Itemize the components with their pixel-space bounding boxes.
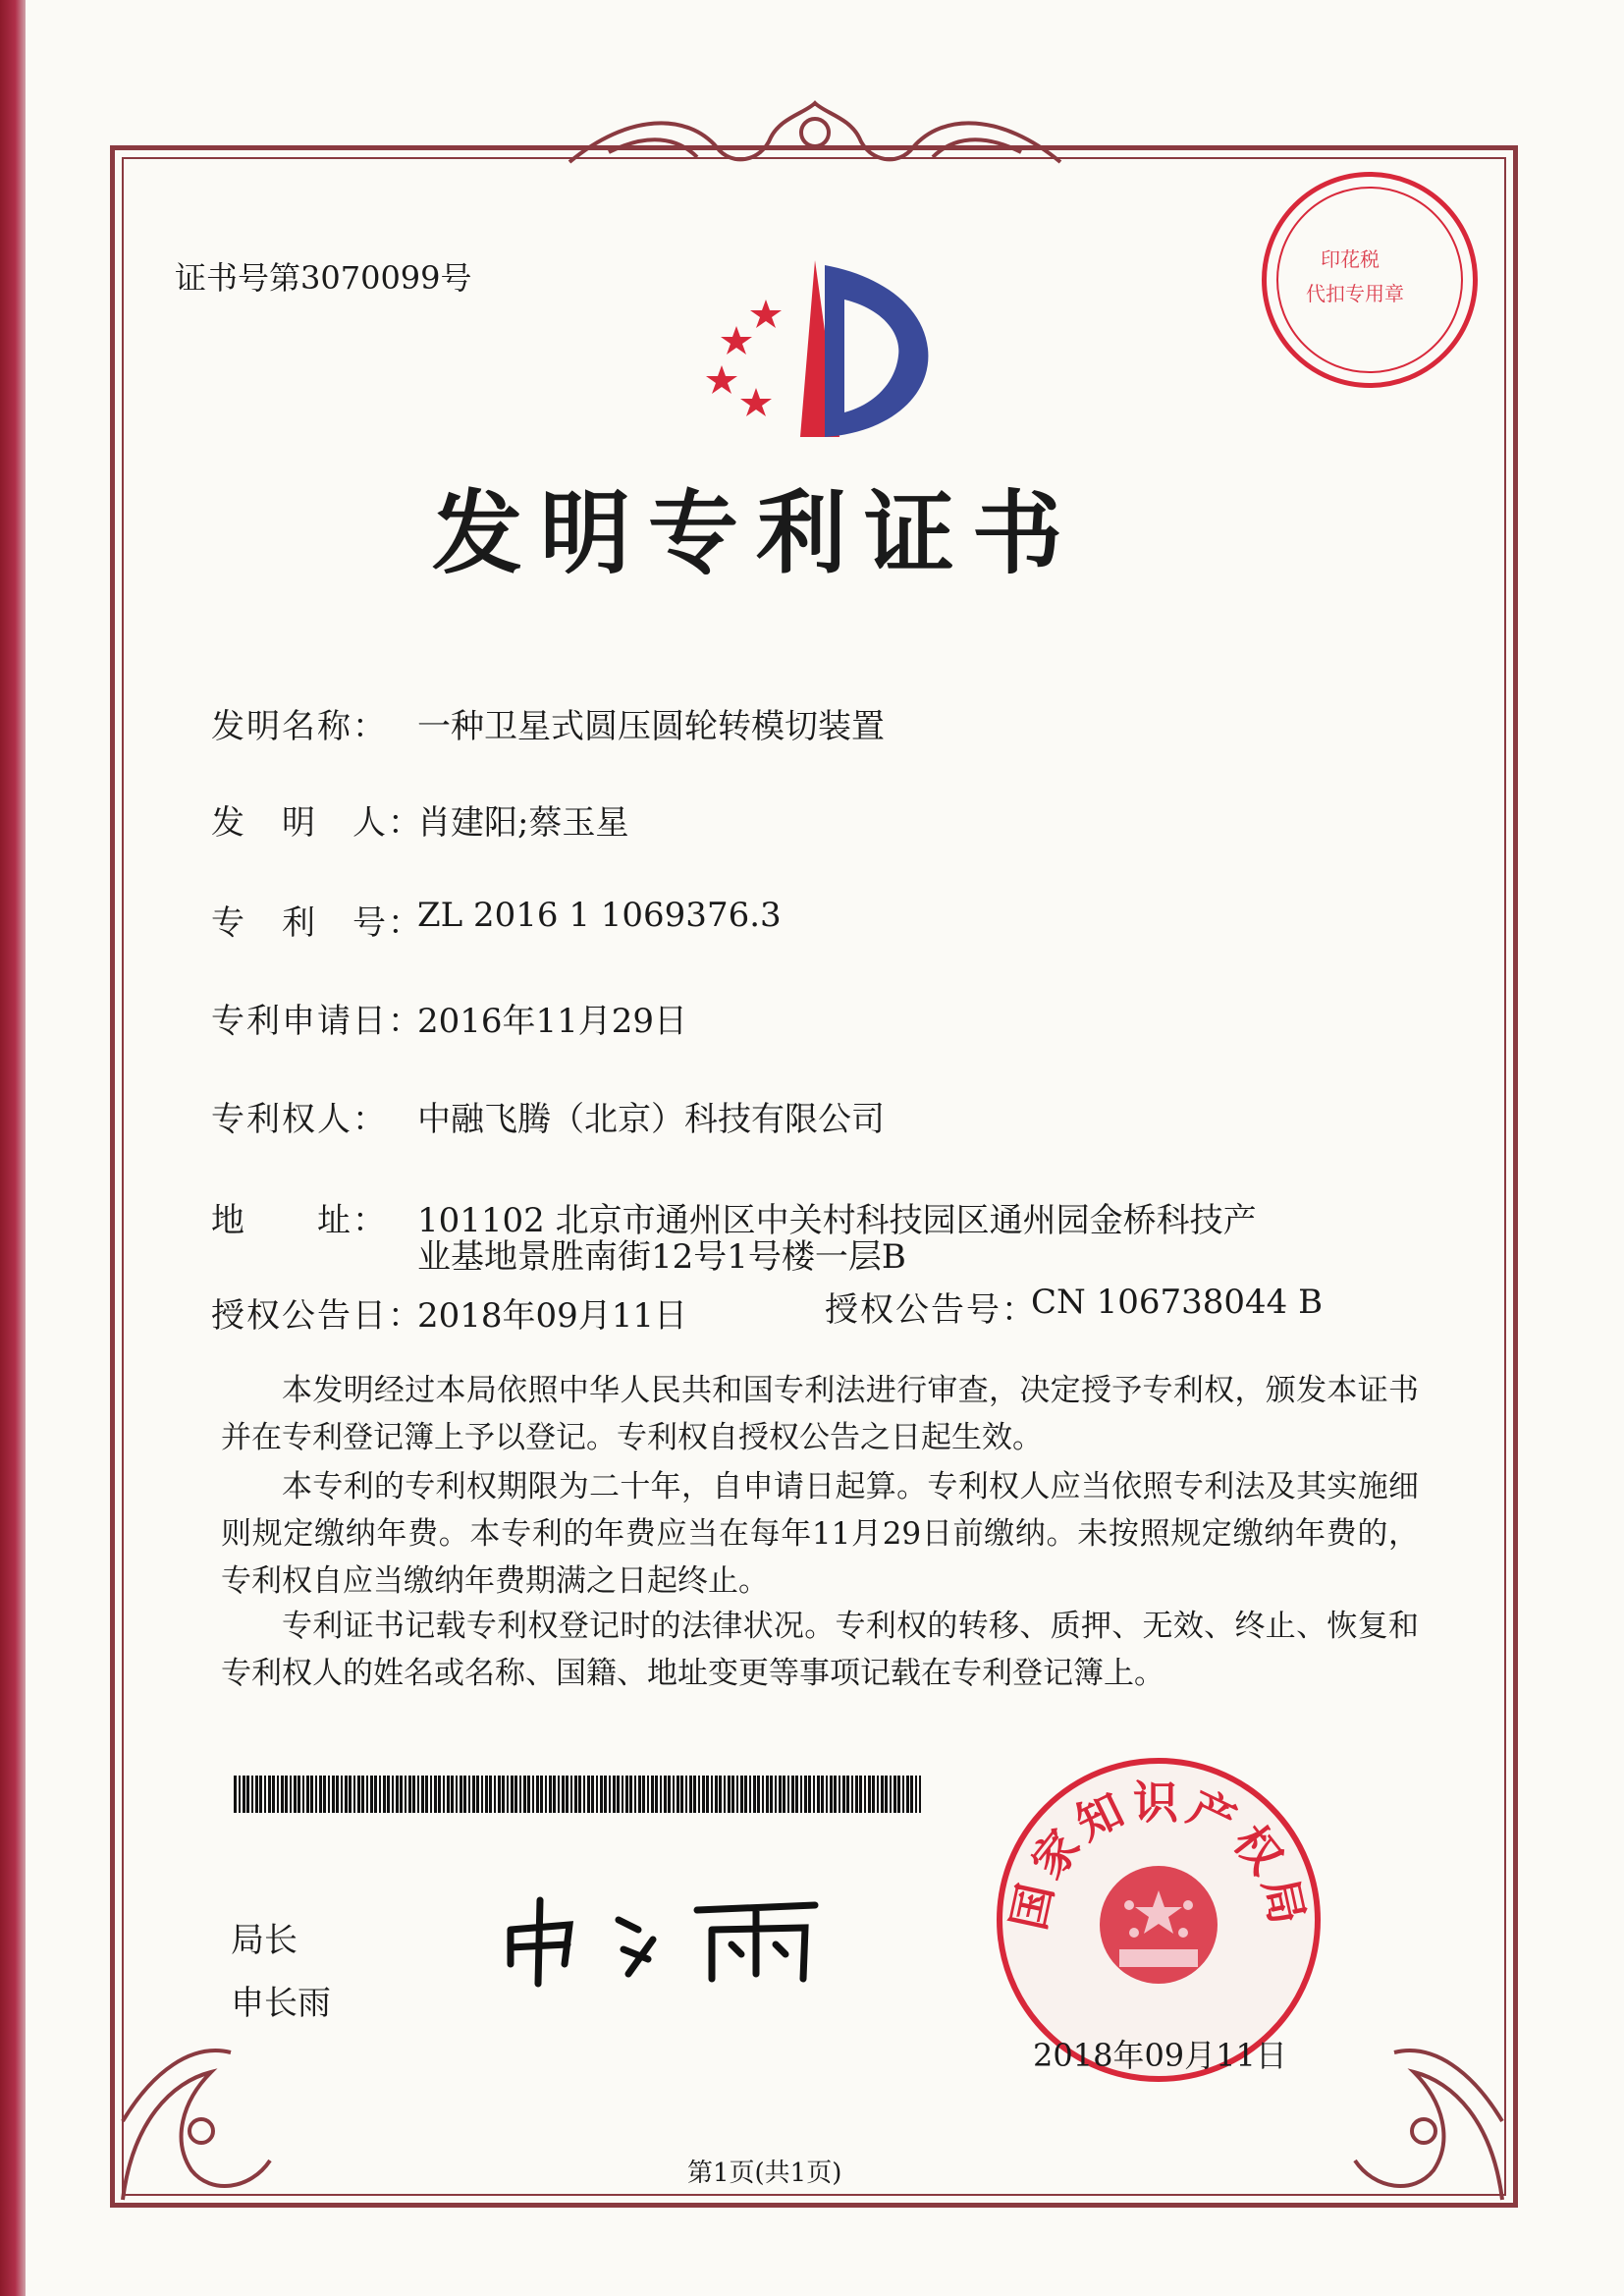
bottom-left-ornament [113,1925,290,2210]
filing-date: 2016年11月29日 [417,1002,688,1041]
address-label: 地 址： [211,1201,388,1240]
grant-date-label: 授权公告日： [211,1296,423,1336]
grant-number-label: 授权公告号： [825,1290,1037,1330]
document-title: 发明专利证书 [432,480,1081,586]
certificate-number: 证书号第3070099号 [175,259,472,297]
top-ornament [550,93,1080,182]
inventor: 肖建阳;蔡玉星 [417,803,629,843]
paragraph-3: 专利证书记载专利权登记时的法律状况。专利权的转移、质押、无效、终止、恢复和专利权人的姓名或名称、国籍、地址变更等事项记载在专利登记簿上。 [221,1609,1419,1691]
tax-seal-text-2: 代扣专用章 [1306,282,1404,305]
binding-edge [0,0,26,2296]
office-seal-ring-text: 国家知识产权局 [1001,1776,1316,1935]
page-footer: 第1页(共1页) [687,2159,842,2188]
paragraph-1: 本发明经过本局依照中华人民共和国专利法进行审查，决定授予专利权，颁发本证书并在专利登记簿上予以登记。专利权自授权公告之日起生效。 [221,1373,1419,1455]
handwritten-signature [491,1881,864,1989]
invention-name: 一种卫星式圆压圆轮转模切装置 [417,707,885,746]
signature-title: 局长 [231,1921,298,1960]
patentee-label: 专利权人： [211,1100,388,1139]
address-line-2: 业基地景胜南街12号1号楼一层B [417,1237,906,1277]
barcode [234,1776,921,1813]
signature-name: 申长雨 [231,1984,331,2023]
grant-number: CN 106738044 B [1031,1283,1324,1322]
patent-number-label: 专 利 号： [211,903,423,943]
invention-name-label: 发明名称： [211,707,388,746]
paragraph-2: 本专利的专利权期限为二十年，自申请日起算。专利权人应当依照专利法及其实施细则规定缴纳年费。本专利的年费应当在每年11月29日前缴纳。未按照规定缴纳年费的，专利权自应当缴纳年费期满之日起终止。 [221,1469,1419,1599]
bottom-right-ornament [1335,1925,1512,2210]
patent-office-logo [677,246,952,452]
patentee: 中融飞腾（北京）科技有限公司 [417,1100,885,1139]
address-line-1: 101102 北京市通州区中关村科技园区通州园金桥科技产 [417,1201,1257,1240]
filing-date-label: 专利申请日： [211,1002,423,1041]
grant-date: 2018年09月11日 [417,1296,688,1336]
inventor-label: 发 明 人： [211,803,423,843]
tax-seal-text-1: 印花税 [1321,247,1380,271]
office-seal-date: 2018年09月11日 [1033,2037,1287,2074]
patent-number: ZL 2016 1 1069376.3 [417,896,782,935]
